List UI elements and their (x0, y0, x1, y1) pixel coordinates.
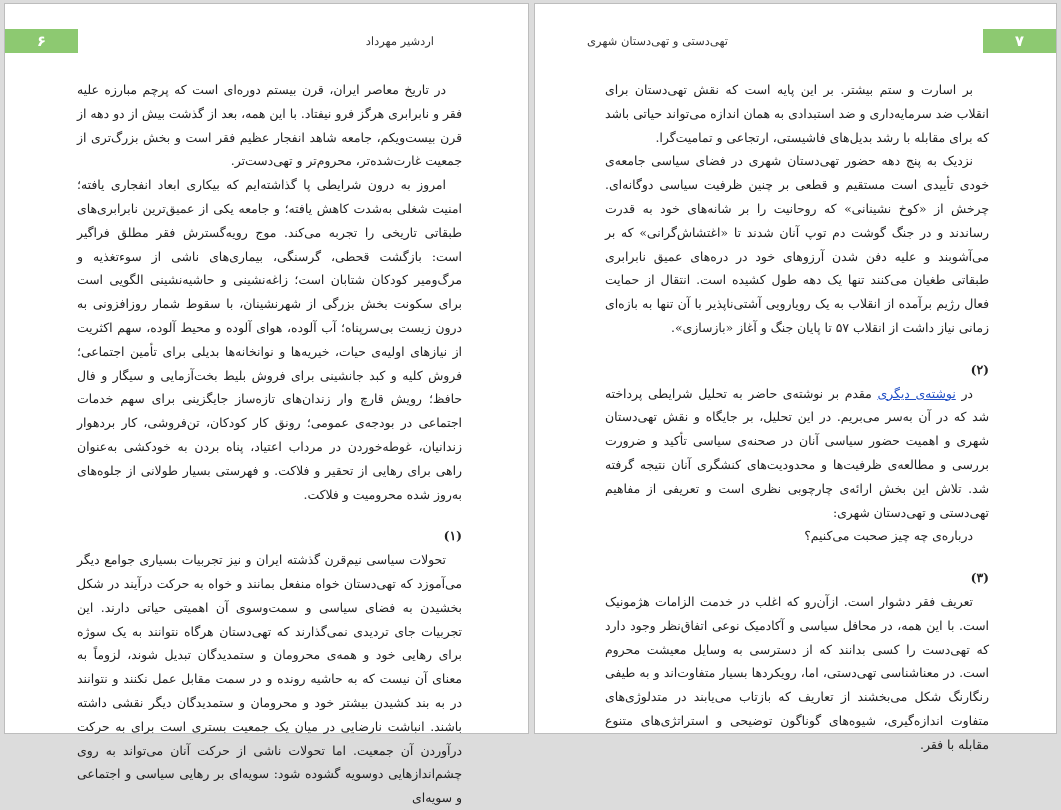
right-page (534, 3, 1057, 752)
paragraph: نزدیک به پنج دهه حضور تهی‌دستان شهری در فضای سیاسی جامعه‌ی خودی تأییدی است مستقیم و قطعی بر چنین ظرفیت سیاسی دوگانه‌ای. چرخش از «کوخ نشینانی» که روحانیت را بر شانه‌های خود به قدرت رساندند و در جنگ گوشت دم توپ آنان شدند تا «اغتشاش‌گرانی» که بر می‌آشوبند و علیه دفن شدن آرزوهای خود در دره‌های عمیق نابرابری طبقاتی طغیان می‌کنند تنها یک دهه طول کشیده است. انتقال از حمایت فعال رژیم برآمده از انقلاب به یک رویارویی آشتی‌ناپذیر با آن تنها به بازه‌ای زمانی نیاز داشت از انقلاب ۵۷ تا پایان جنگ و آغاز «بازسازی». (605, 153, 989, 335)
section-heading-3: (۳) (970, 570, 989, 586)
other-article-link[interactable]: نوشته‌ی دیگری (877, 385, 956, 401)
section-heading-1: (۱) (443, 528, 462, 544)
section-spacer (77, 506, 462, 524)
paragraph: تحولات سیاسی نیم‌قرن گذشته ایران و نیز تجربیات بسیاری جوامع دیگر می‌آموزد که تهی‌دستان خواه منفعل بمانند و خواه به حرکت درآیند در شکل بخشیدن به فضای سیاسی و سمت‌وسوی آن اهمیتی حیاتی دارند. این تجربیات جای تردیدی نمی‌گذارند که تهی‌دستان هرگاه نتوانند به یک سوژه برای رهایی خود و همه‌ی محرومان و ستمدیدگان تبدیل شوند، لزوماً به معنای آن نیست که به حاشیه رونده و در سمت مقابل عمل نکنند و نتوانند در به بند کشیدن بیشتر خود و محرومان و ستمدیدگان دیگر نقشی داشته باشند. انباشت نارضایی در میان یک جمعیت بستری است برای به حرکت درآوردن آن جمعیت. اما تحولات ناشی از حرکت آنان می‌تواند به روی چشم‌اندازهایی دوسویه گشوده شود: سویه‌ای بر رهایی سیاسی و اجتماعی و سویه‌ای (77, 552, 462, 806)
paragraph-text: مقدم بر نوشته‌ی حاضر به تحلیل شرایطی پرداخته شد که در آن به‌سر می‌بریم. در این تحلیل، بر جایگاه و نقش تهی‌دستان شهری و اهمیت حضور سیاسی آنان در صحنه‌ی سیاسی تأکید و ضرورت بررسی و مطالعه‌ی ظرفیت‌ها و محدودیت‌های کنشگری آنان نتیجه گرفته شد. تلاش این بخش ارائه‌ی چارچوبی نظری است و تعریفی از مفاهیم تهی‌دستی و تهی‌دستان شهری: (605, 385, 989, 520)
paragraph-lead: در (961, 385, 973, 401)
section-spacer (605, 340, 989, 358)
paragraph: در تاریخ معاصر ایران، قرن بیستم دوره‌ای است که پرچم مبارزه علیه فقر و نابرابری هرگز فرو نیفتاد. با این همه، بعد از گذشت بیش از دو دهه از قرن بیست‌ویکم، جامعه شاهد انفجار عظیم فقر است و بخش بزرگ‌تری از جمعیت غارت‌شده‌تر، محروم‌تر و تهی‌دست‌تر. (77, 82, 462, 169)
paragraph: امروز به درون شرایطی پا گذاشته‌ایم که بیکاری ابعاد انفجاری یافته؛ امنیت شغلی به‌شدت کاهش یافته؛ و جامعه یکی از عمیق‌ترین نابرابری‌های طبقاتی تاریخی را تجربه می‌کند. موج رویه‌گسترش فقر مطلق فراگیر است: بازگشت قحطی، گرسنگی، بیماری‌های ناشی از سوءتغذیه و مرگ‌ومیر کودکان شتابان است؛ زاغه‌نشینی و حاشیه‌نشینی الگویی است برای سکونت بخش بزرگی از شهرنشینان، با سقوط شمار روزافزونی به درون زیست بی‌سرپناه؛ آب آلوده، هوای آلوده و محیط آلوده، سهم اکثریت از نیازهای اولیه‌ی حیات، خیریه‌ها و نوانخانه‌ها بدیلی برای تأمین اجتماعی؛ فروش کلیه و کبد جانشینی برای فروش بلیط بخت‌آزمایی و سیگار و فال حافظ؛ رویش قارچ وار زندان‌های تازه‌ساز جایگزینی برای سهم خدمات اجتماعی در بودجه‌ی عمومی؛ رونق کار کودکان، تن‌فروشی، کار بردهوار زندانیان، غوطه‌خوردن در مرداب اعتیاد، پناه بردن به خودکشی به‌عنوان راهی برای رهایی از تحقیر و فلاکت. و فهرستی بسیار طولانی از جلوه‌های به‌روز شده محرومیت و فلاکت. (77, 177, 462, 502)
left-page (4, 3, 529, 806)
paragraph: تعریف فقر دشوار است. ازآن‌رو که اغلب در خدمت الزامات هژمونیک است. با این همه، در محافل سیاسی و آکادمیک نوعی اتفاق‌نظر وجود دارد که تهی‌دست را کسی بدانند که از دسترسی به وسایل معیشت محروم است. در معناشناسی تهی‌دستی، اما، رویکردها بسیار متفاوت‌اند و به طیفی رنگارنگ شکل می‌بخشند از تعاریف که بازتاب می‌یابند در متدلوژی‌های متفاوت اندازه‌گیری، شیوه‌های گوناگون توضیحی و استراتژی‌های متنوع مقابله با فقر. (605, 593, 989, 752)
left-page-body (77, 78, 462, 810)
section-spacer (605, 548, 989, 566)
running-head-title: تهی‌دستی و تهی‌دستان شهری (587, 34, 728, 48)
page-number-badge: ۷ (983, 29, 1056, 53)
page-number-badge: ۶ (5, 29, 78, 53)
right-page-body (605, 78, 989, 757)
paragraph: بر اسارت و ستم بیشتر. بر این پایه است که نقش تهی‌دستان برای انقلاب ضد سرمایه‌داری و ضد استبدادی به همان اندازه می‌تواند حیاتی باشد که برای مقابله با رشد بدیل‌های فاشیستی، ارتجاعی و تمامیت‌گرا. (605, 82, 989, 145)
section-heading-2: (۲) (970, 361, 989, 377)
paragraph (605, 382, 989, 525)
running-head-author: اردشیر مهرداد (365, 34, 434, 48)
question-line: درباره‌ی چه چیز صحبت می‌کنیم؟ (804, 528, 973, 544)
